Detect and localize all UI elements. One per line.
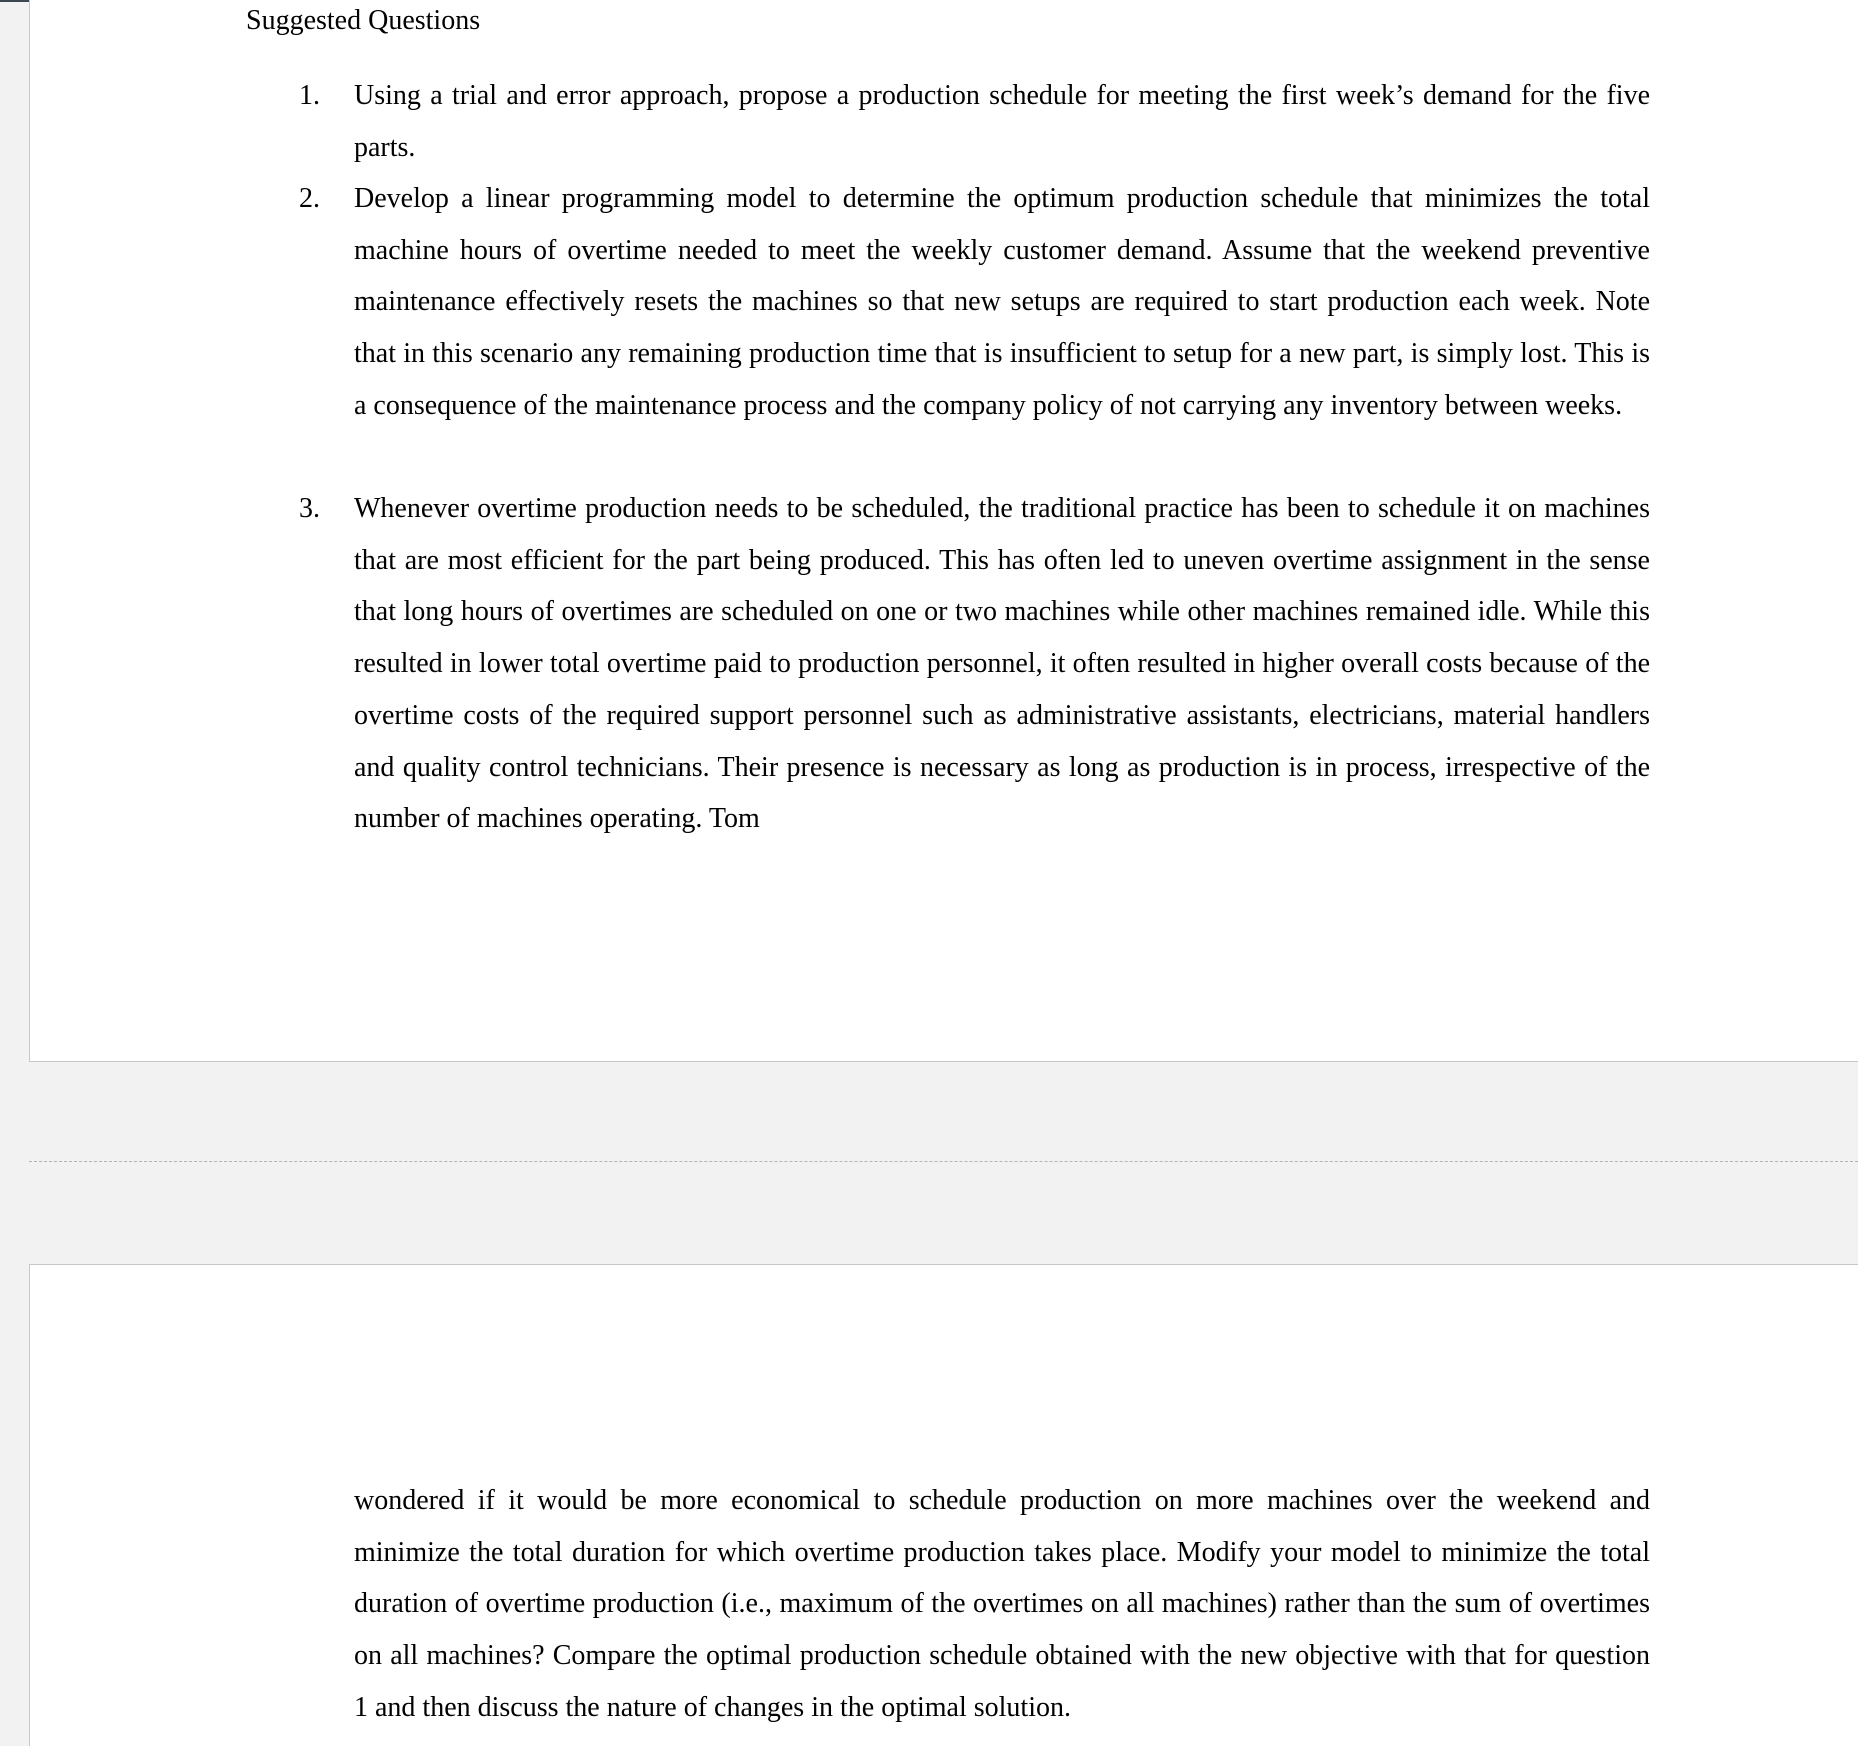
- question-1-number: 1.: [299, 80, 320, 111]
- question-3-text-page-2: wondered if it would be more economical to schedule production on more machines over the weekend and minimize the total duration for which overtime production takes place. Modify your model to minimize the total duration of overtime production (i.e., maximum of the overtimes on all machines) rather than the sum of overtimes on all machines? Compare the optimal production schedule obtained with the new objective with that for question 1 and then discuss the nature of changes in the optimal solution.: [354, 1485, 1650, 1723]
- section-heading: Suggested Questions: [246, 5, 481, 36]
- question-2-number: 2.: [299, 183, 320, 214]
- question-1-text: Using a trial and error approach, propose a production schedule for meeting the first week’s demand for the five parts.: [354, 80, 1650, 163]
- question-3-text-page-1: Whenever overtime production needs to be scheduled, the traditional practice has been to schedule it on machines that are most efficient for the part being produced. This has often led to uneven overtime assignment in the sense that long hours of overtimes are scheduled on one or two machines while other machines remained idle. While this resulted in lower total overtime paid to production personnel, it often resulted in higher overall costs because of the overtime costs of the required support personnel such as administrative assistants, electricians, material handlers and quality control technicians. Their presence is necessary as long as production is in process, irrespective of the number of machines operating. Tom: [354, 493, 1650, 835]
- page-break-divider: [29, 1161, 1858, 1162]
- question-2-text: Develop a linear programming model to determine the optimum production schedule that minimizes the total machine hours of overtime needed to meet the weekly customer demand. Assume that the weekend preventive maintenance effectively resets the machines so that new setups are required to start production each week. Note that in this scenario any remaining production time that is insufficient to setup for a new part, is simply lost. This is a consequence of the maintenance process and the company policy of not carrying any inventory between weeks.: [354, 183, 1650, 421]
- question-3-number: 3.: [299, 493, 320, 524]
